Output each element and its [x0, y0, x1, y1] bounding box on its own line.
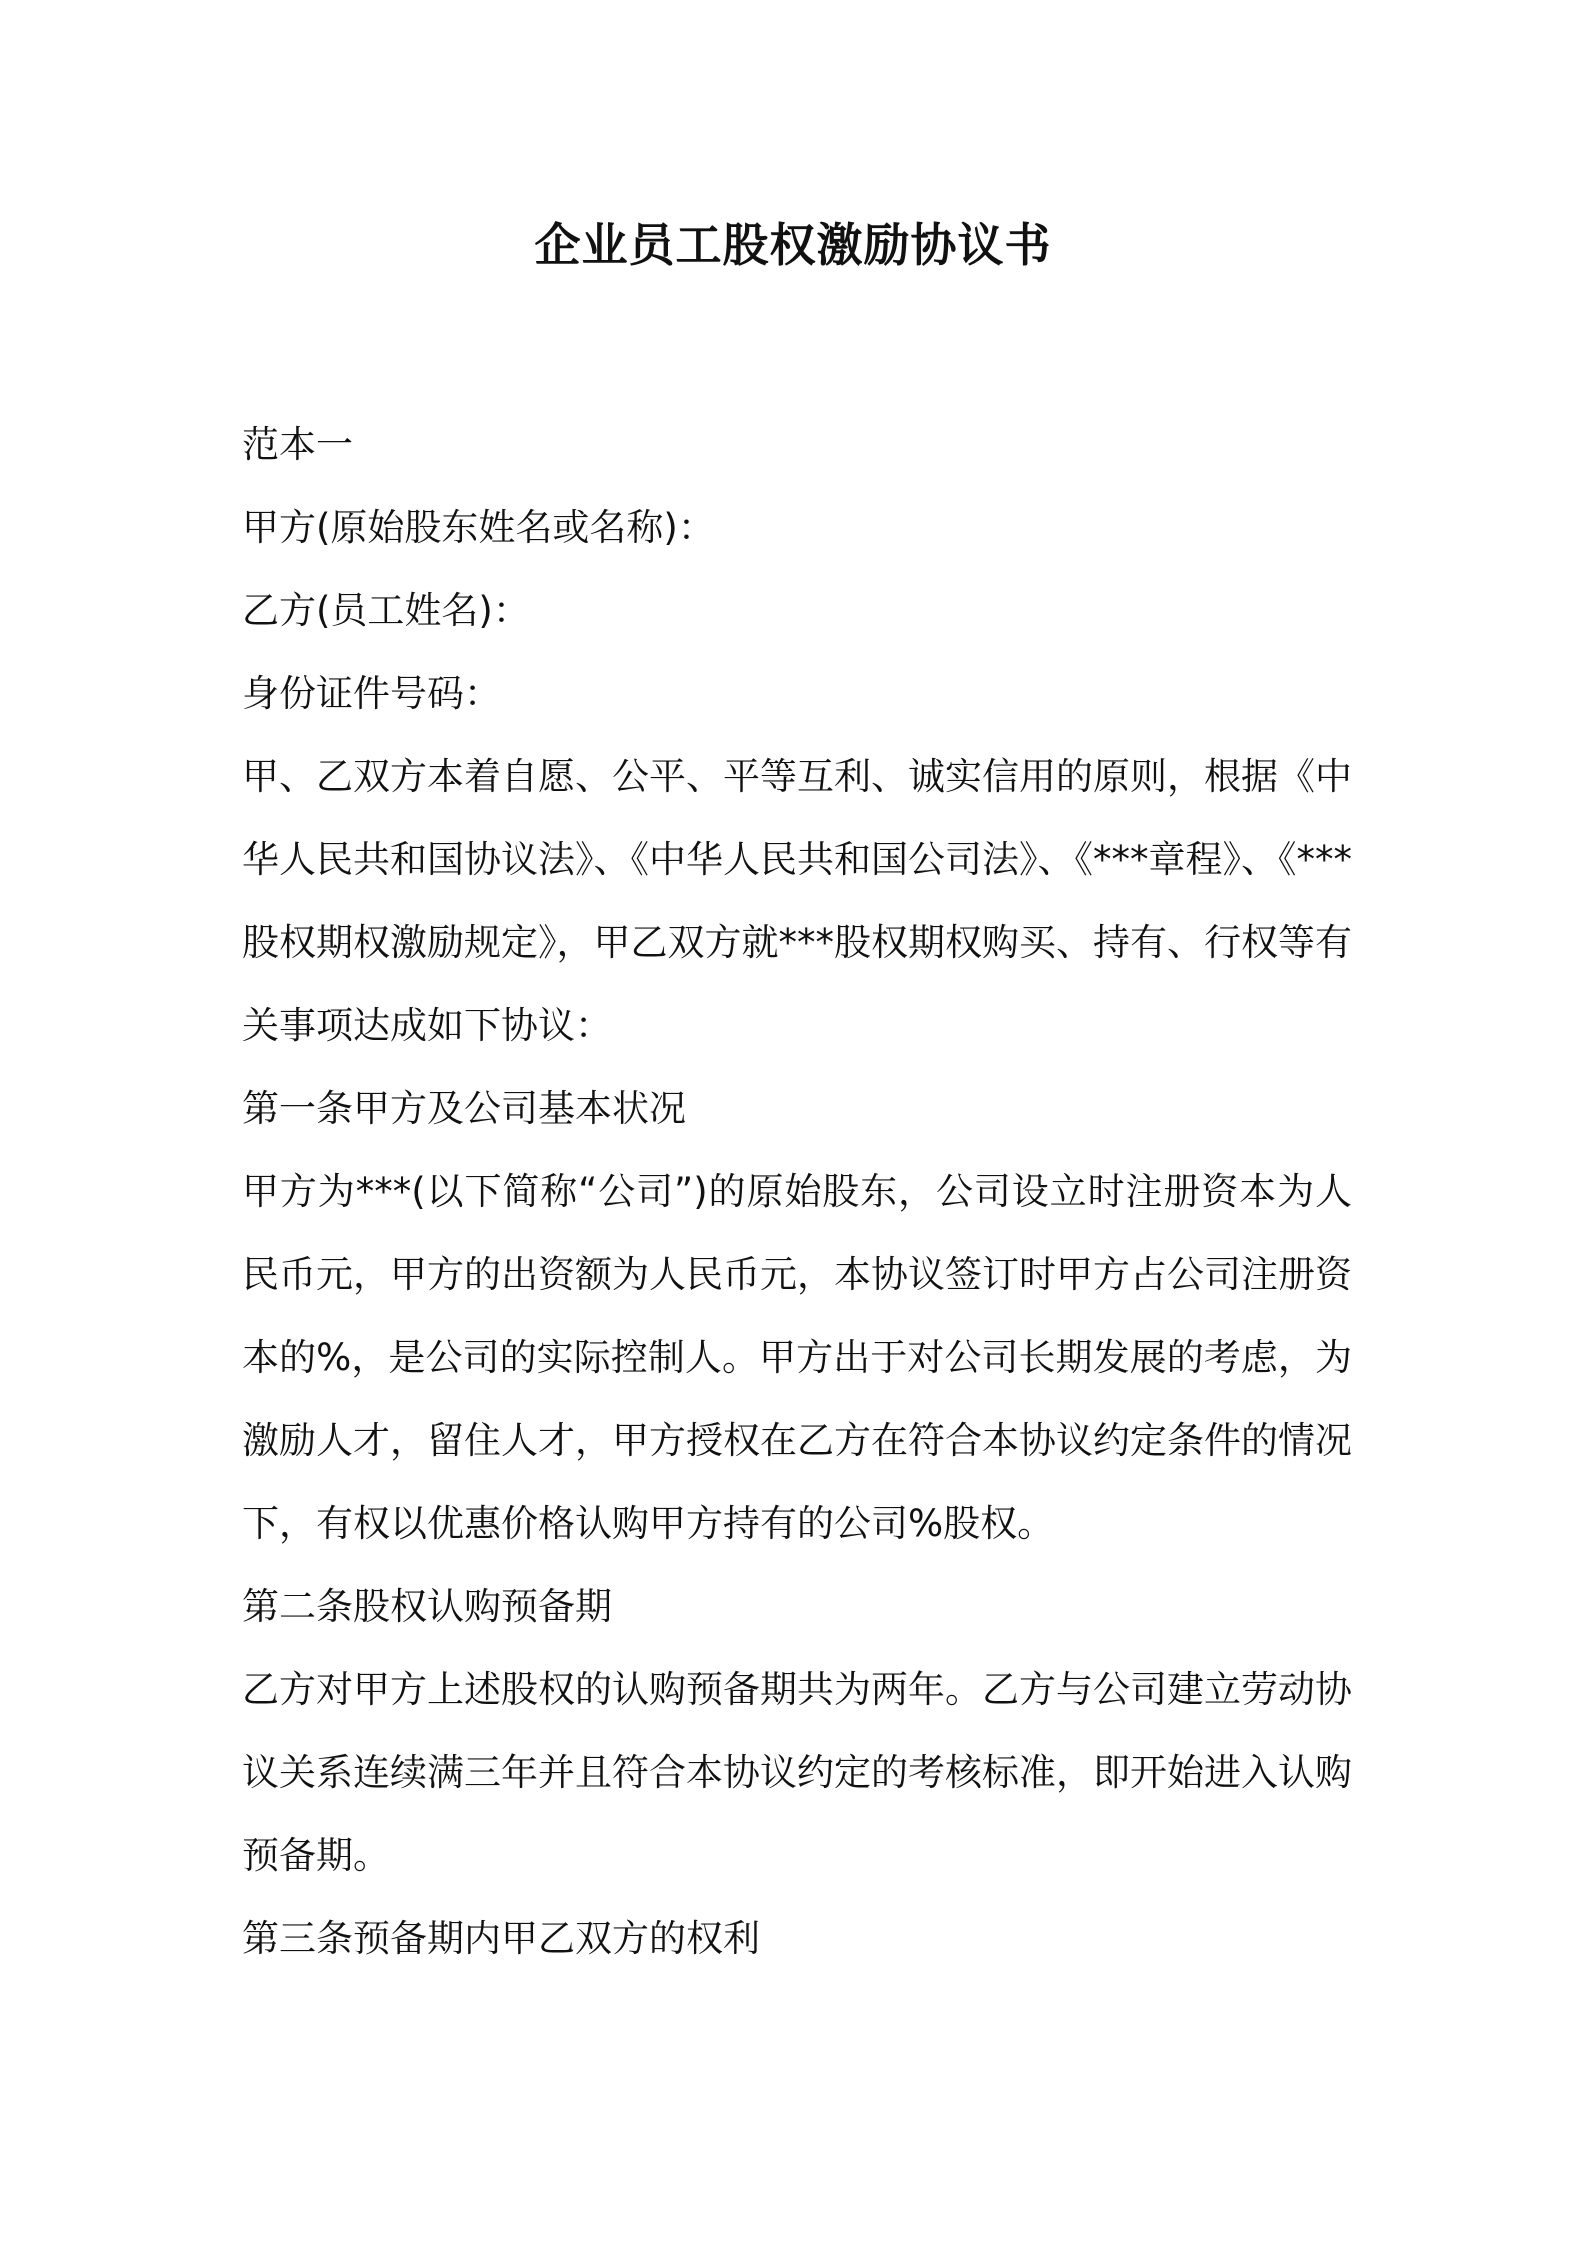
article-3-heading: 第三条预备期内甲乙双方的权利	[242, 1917, 760, 1960]
sample-label: 范本一	[242, 423, 353, 466]
article-1-paragraph: 甲方为***(以下简称“公司”)的原始股东，公司设立时注册资本为人民币元，甲方的出资额为人民币元，本协议签订时甲方占公司注册资本的%，是公司的实际控制人。甲方出于对公司长期发展的考虑，为激励人才，留住人才，甲方授权在乙方在符合本协议约定条件的情况下，有权以优惠价格认购甲方持有的公司%股权。	[242, 1170, 1352, 1545]
id-number-line: 身份证件号码：	[242, 672, 501, 715]
preamble-paragraph: 甲、乙双方本着自愿、公平、平等互利、诚实信用的原则，根据《中华人民共和国协议法》、《中华人民共和国公司法》、《***章程》、《***股权期权激励规定》，甲乙双方就***股权期权购买、持有、行权等有关事项达成如下协议：	[242, 755, 1352, 1047]
article-1-heading: 第一条甲方及公司基本状况	[242, 1087, 686, 1130]
document-title: 企业员工股权激励协议书	[534, 218, 1052, 272]
party-a-line: 甲方(原始股东姓名或名称)：	[242, 506, 715, 549]
document-body	[242, 403, 1352, 1980]
party-b-line: 乙方(员工姓名)：	[242, 589, 530, 632]
article-2-heading: 第二条股权认购预备期	[242, 1585, 612, 1628]
article-2-paragraph: 乙方对甲方上述股权的认购预备期共为两年。乙方与公司建立劳动协议关系连续满三年并且符合本协议约定的考核标准，即开始进入认购预备期。	[242, 1668, 1352, 1877]
